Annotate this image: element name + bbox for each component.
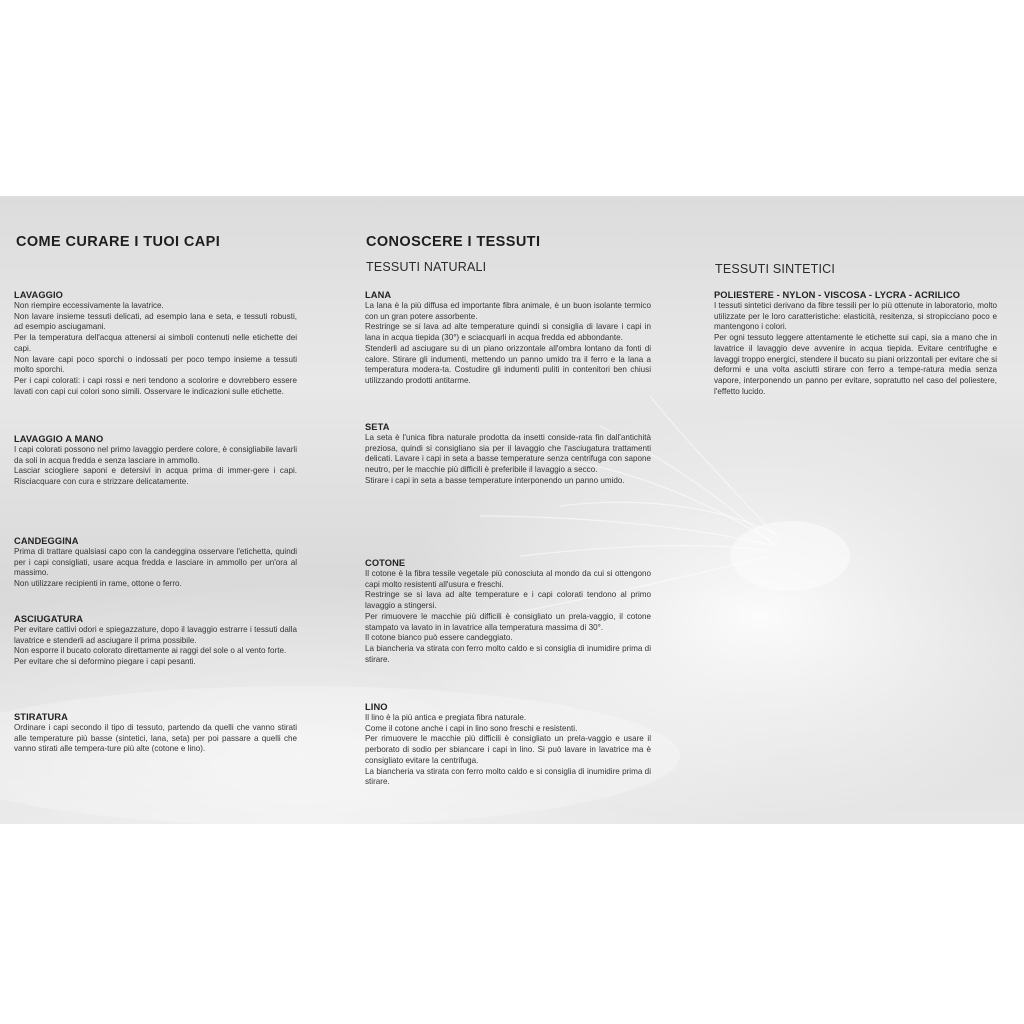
paragraph: I capi colorati possono nel primo lavaggio perdere colore, è consigliabile lavarli da soli in acqua fredda e senza lasciare in ammollo. xyxy=(14,445,297,465)
paragraph: Il cotone è la fibra tessile vegetale più conosciuta al mondo da cui si ottengono capi molto resistenti all'usura e freschi. xyxy=(365,569,651,589)
section-asciugatura xyxy=(14,614,297,668)
section-title: LAVAGGIO xyxy=(14,290,64,300)
paragraph: Per rimuovere le macchie più difficili è consigliato un prela-vaggio, il cotone stampato va lavato in in lavatrice alla temperatura massima di 30°. xyxy=(365,611,651,632)
background-panel xyxy=(0,196,1024,824)
paragraph: Il cotone bianco può essere candeggiato. xyxy=(365,633,513,643)
paragraph: Prima di trattare qualsiasi capo con la candeggina osservare l'etichetta, quindi per i capi consigliati, usare acqua fredda e lasciare in ammollo per un'ora al massimo. xyxy=(14,547,297,578)
section-title: LAVAGGIO A MANO xyxy=(14,434,104,444)
paragraph: Restringe se si lava ad alte temperature quindi si consiglia di lavare i capi in lana in acqua tiepida (30°) e sciacquarli in acqua fredda ed abbondante. xyxy=(365,322,651,343)
paragraph: I tessuti sintetici derivano da fibre tessili per lo più ottenute in laboratorio, molto utilizzate per le loro caratteristiche: elasticità, resitenza, si stropicciano poco e mantengono i colori. xyxy=(714,301,997,332)
section-lavaggio xyxy=(14,290,297,397)
paragraph: Non lavare insieme tessuti delicati, ad esempio lana e seta, e tessuti robusti, ad esempio asciugamani. xyxy=(14,311,297,332)
section-cotone xyxy=(365,558,651,665)
section-lana xyxy=(365,290,651,387)
paragraph: Per la temperatura dell'acqua attenersi ai simboli contenuti nelle etichette dei capi. xyxy=(14,333,297,353)
section-title: POLIESTERE - NYLON - VISCOSA - LYCRA - ACRILICO xyxy=(714,290,961,300)
section-title: SETA xyxy=(365,422,390,432)
paragraph: Ordinare i capi secondo il tipo di tessuto, partendo da quelli che vanno stirati alle temperature più basse (sintetici, lana, seta) per poi passare a quelli che vanno stirati alle tempera-ture più alte (cotone e lino). xyxy=(14,723,297,754)
paragraph: Stenderli ad asciugare su di un piano orizzontale all'ombra lontano da fonti di calore. Stirare gli indumenti, mettendo un panno umido tra il ferro e la lana a temperatura modera-ta. Costudire gli indumenti puliti in contenitori ben chiusi utilizzando prodotti antitarme. xyxy=(365,343,651,385)
paragraph: Restringe se si lava ad alte temperature e i capi colorati tendono al primo lavaggio a stingersi. xyxy=(365,590,651,611)
section-candeggina xyxy=(14,536,297,590)
synthetic-fabrics-subheading: TESSUTI SINTETICI xyxy=(715,262,836,276)
section-title: ASCIUGATURA xyxy=(14,614,84,624)
paragraph: Il lino è la più antica e pregiata fibra naturale. xyxy=(365,713,527,722)
paragraph: La lana è la più diffusa ed importante fibra animale, è un buon isolante termico con un gran potere assorbente. xyxy=(365,301,651,321)
section-lavaggio-a-mano xyxy=(14,434,297,488)
paragraph: La biancheria va stirata con ferro molto caldo e si consiglia di inumidire prima di stirare. xyxy=(365,643,651,664)
paragraph: Lasciar sciogliere saponi e detersivi in acqua prima di immer-gere i capi. Risciacquare con cura e strizzare delicatamente. xyxy=(14,466,297,487)
section-seta xyxy=(365,422,651,487)
care-heading: COME CURARE I TUOI CAPI xyxy=(16,234,221,250)
section-title: CANDEGGINA xyxy=(14,536,79,546)
paragraph: Come il cotone anche i capi in lino sono freschi e resistenti. xyxy=(365,723,578,733)
paragraph: Non esporre il bucato colorato direttamente ai raggi del sole o al vento forte. xyxy=(14,646,287,656)
natural-fabrics-subheading: TESSUTI NATURALI xyxy=(366,260,487,274)
section-title: LINO xyxy=(365,702,388,712)
paragraph: Per evitare che si deformino piegare i capi pesanti. xyxy=(14,657,196,667)
section-stiratura xyxy=(14,712,297,755)
paragraph: Non riempire eccessivamente la lavatrice. xyxy=(14,301,164,310)
section-lino xyxy=(365,702,651,788)
section-title: STIRATURA xyxy=(14,712,68,722)
paragraph: Non utilizzare recipienti in rame, ottone o ferro. xyxy=(14,579,182,589)
paragraph: Per evitare cattivi odori e spiegazzature, dopo il lavaggio estrarre i tessuti dalla lavatrice e stenderli ad asciugare il prima possibile. xyxy=(14,625,297,645)
paragraph: La seta è l'unica fibra naturale prodotta da insetti conside-rata fin dall'antichità preziosa, quindi si consigliano sia per il lavaggio che l'asciugatura trattamenti delicati. Lavare i capi in seta a basse temperature senza centrifuga con sapone neutro, per le macchie più difficili è preferibile il lavaggio a secco. xyxy=(365,433,651,475)
paragraph: Non lavare capi poco sporchi o indossati per poco tempo insieme a tessuti molto sporchi. xyxy=(14,354,297,375)
paragraph: Stirare i capi in seta a basse temperature interponendo un panno umido. xyxy=(365,475,625,485)
section-synthetics xyxy=(714,290,997,397)
fabrics-heading: CONOSCERE I TESSUTI xyxy=(366,234,541,250)
paragraph: Per ogni tessuto leggere attentamente le etichette sui capi, sia a mano che in lavatrice il lavaggio deve avvenire in acqua tiepida. Evitare centrifughe e lavaggi troppo energici, stendere il bucato su piani orizzontali per evitare che si deformi e una volta asciutti stirare con ferro a tempe-ratura media senza vapore, interponendo un panno per evitare, sopratutto nel caso del poliestere, l'effetto lucido. xyxy=(714,333,997,396)
section-title: COTONE xyxy=(365,558,406,568)
paragraph: Per i capi colorati: i capi rossi e neri tendono a scolorire e dovrebbero essere lavati con capi cui colori sono simili. Osservare le indicazioni sulle etichette. xyxy=(14,375,297,396)
paragraph: Per rimuovere le macchie più difficili è consigliato un prela-vaggio e usare il perborato di sodio per sbiancare i capi in lino. Si può lavare in lavatrice ma è consigliato evitare la centrifuga. xyxy=(365,734,651,765)
section-title: LANA xyxy=(365,290,392,300)
paragraph: La biancheria va stirata con ferro molto caldo e si consiglia di inumidire prima di stirare. xyxy=(365,766,651,787)
